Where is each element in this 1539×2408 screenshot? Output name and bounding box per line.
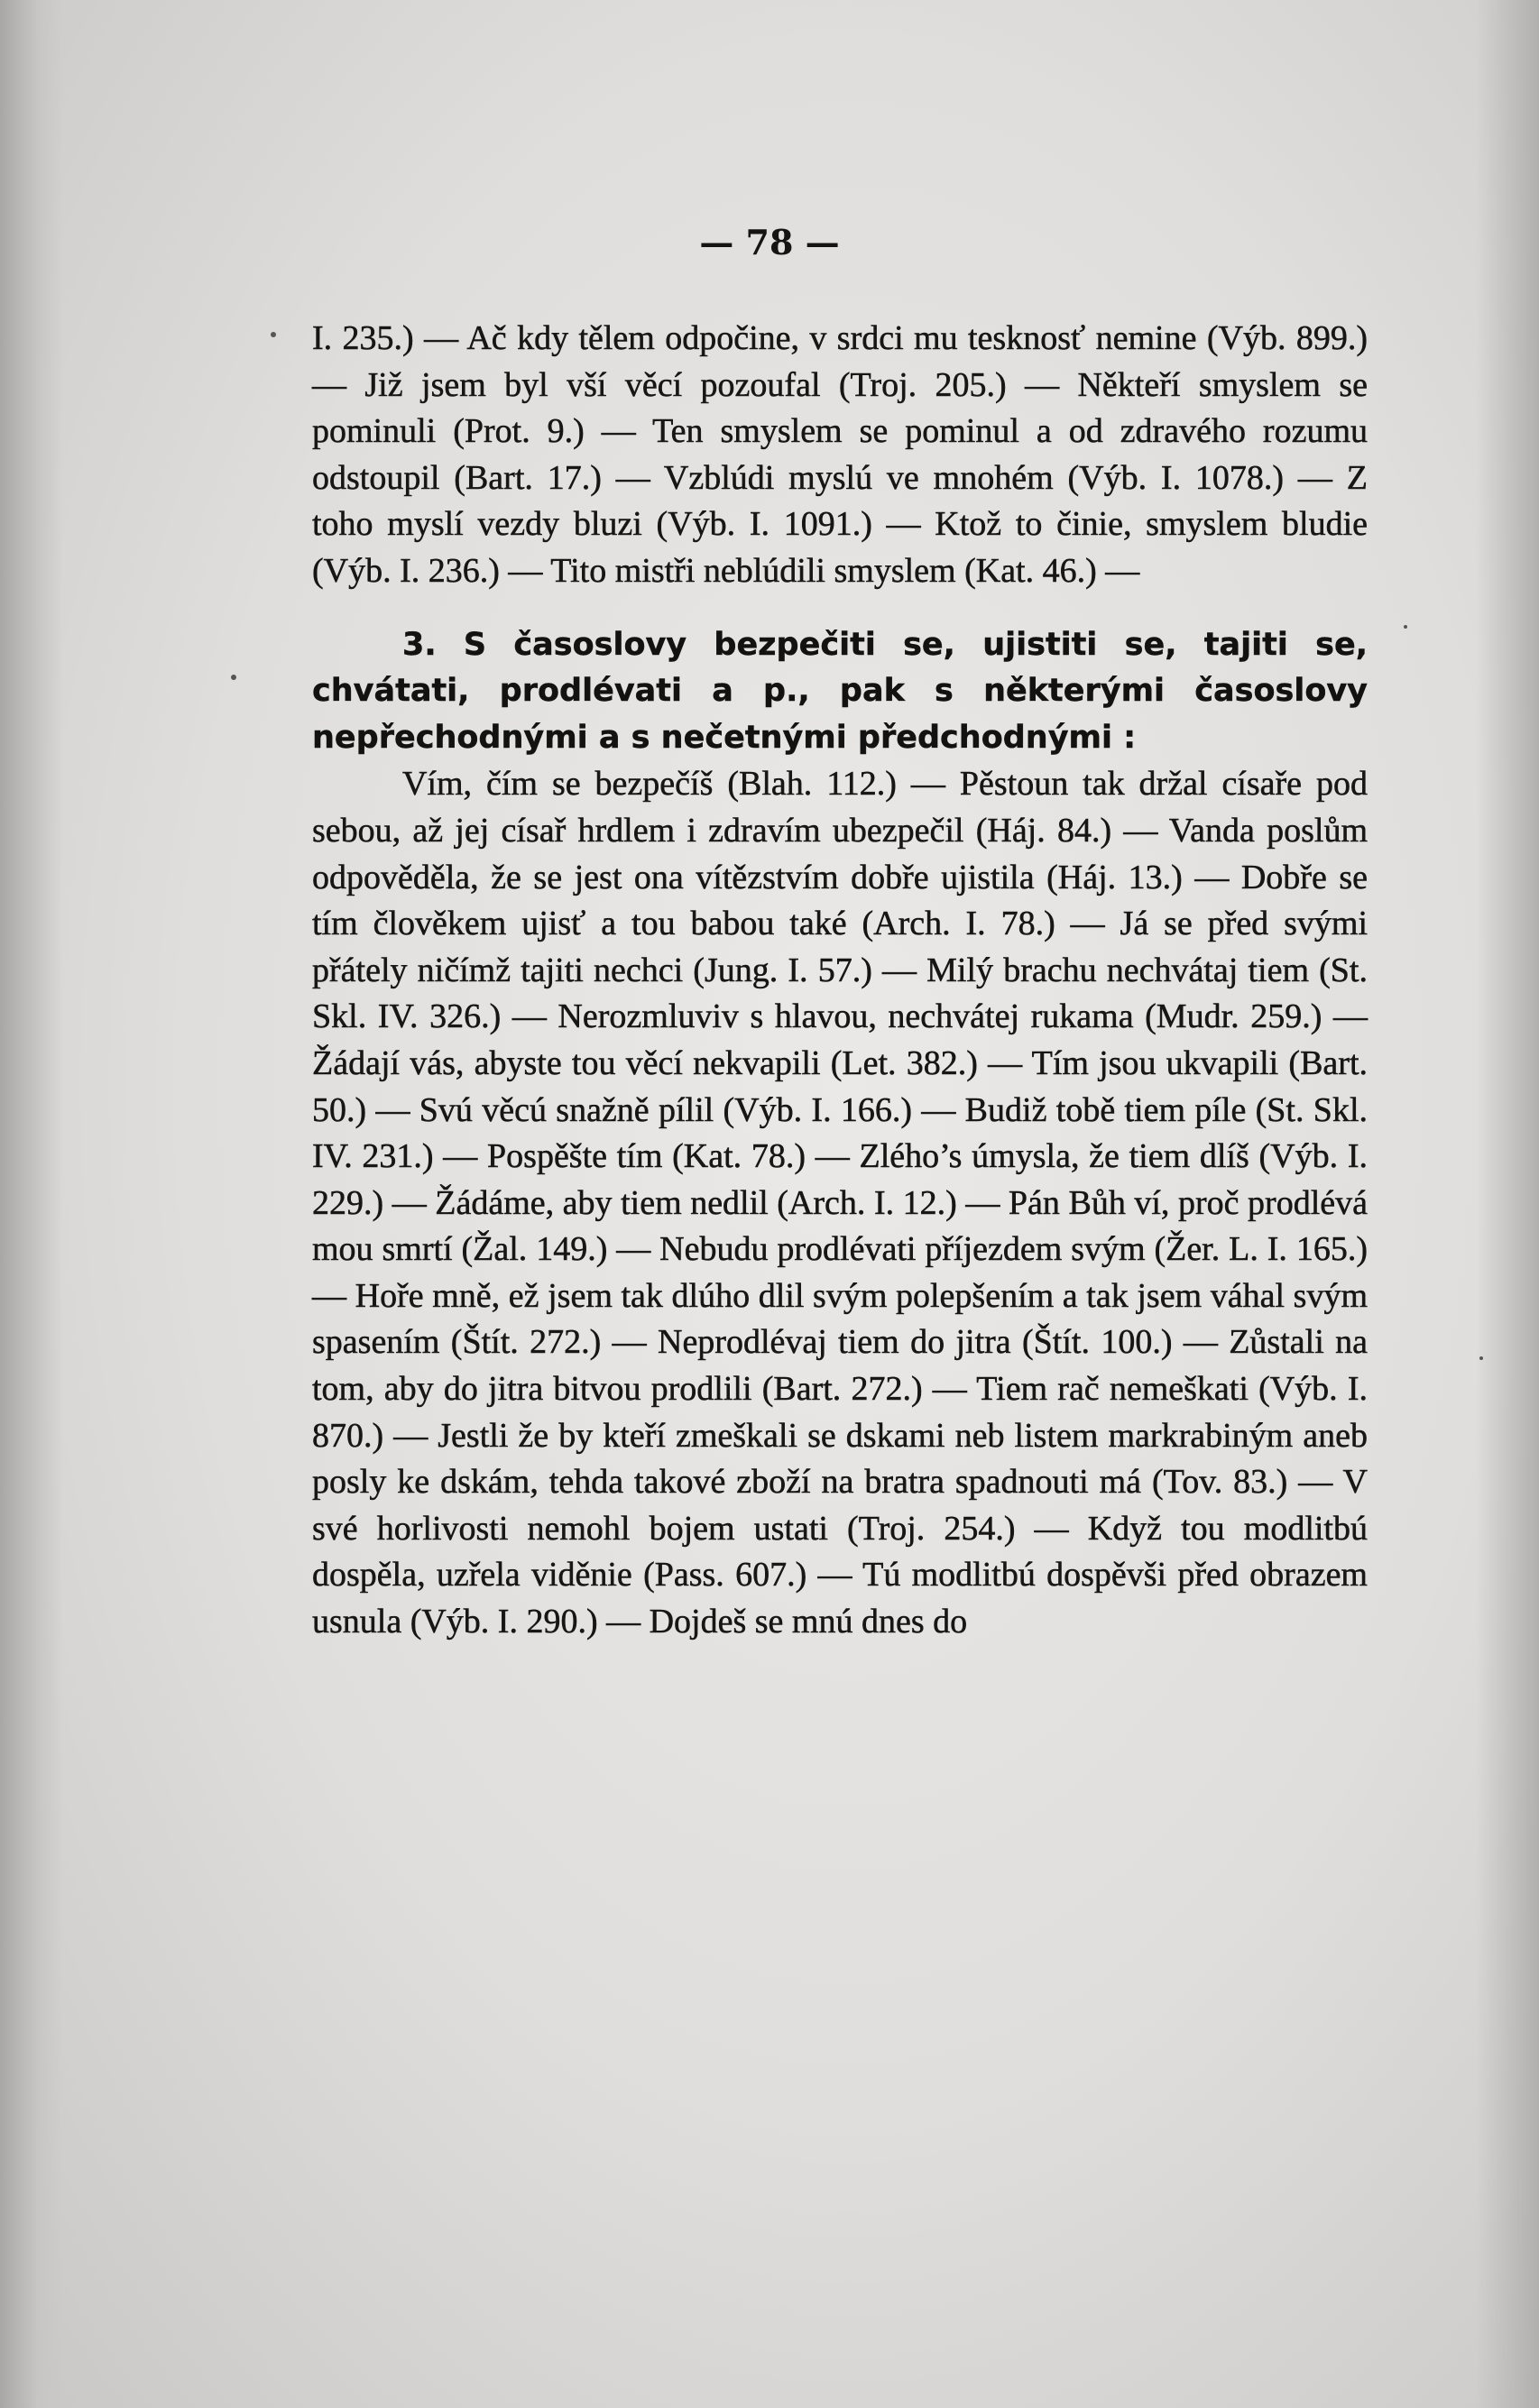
paper-speck — [231, 675, 236, 680]
main-paragraph: Vím, čím se bezpečíš (Blah. 112.) — Pěstoun tak držal císaře pod sebou, až jej císař hrdlem i zdravím ubezpečil (Háj. 84.) — Vanda poslům odpověděla, že se jest ona vítězstvím dobře ujistila (Háj. 13.) — Dobře se tím člověkem ujisť a tou babou také (Arch. I. 78.) — Já se před svými přátely ničímž tajiti nechci (Jung. I. 57.) — Milý brachu nechvátaj tiem (St. Skl. IV. 326.) — Nerozmluviv s hlavou, nechvátej rukama (Mudr. 259.) — Žádají vás, abyste tou věcí nekvapili (Let. 382.) — Tím jsou ukvapili (Bart. 50.) — Svú věcú snažně pílil (Výb. I. 166.) — Budiž tobě tiem píle (St. Skl. IV. 231.) — Pospěšte tím (Kat. 78.) — Zlého’s úmysla, že tiem dlíš (Výb. I. 229.) — Žádáme, aby tiem nedlil (Arch. I. 12.) — Pán Bůh ví, proč prodlévá mou smrtí (Žal. 149.) — Nebudu prodlévati příjezdem svým (Žer. L. I. 165.) — Hoře mně, ež jsem tak dlúho dlil svým polepšením a tak jsem váhal svým spasením (Štít. 272.) — Neprodlévaj tiem do jitra (Štít. 100.) — Zůstali na tom, aby do jitra bitvou prodlili (Bart. 272.) — Tiem rač nemeškati (Výb. I. 870.) — Jestli že by kteří zmeškali se dskami neb listem markrabiným aneb posly ke dskám, tehda takové zboží na bratra spadnouti má (Tov. 83.) — V své horlivosti nemohl bojem ustati (Troj. 254.) — Když tou modlitbú dospěla, uzřela viděnie (Pass. 607.) — Tú modlitbú dospěvši před obrazem usnula (Výb. I. 290.) — Dojdeš se mnú dnes do — [312, 765, 1368, 1641]
continued-paragraph: I. 235.) — Ač kdy tělem odpočine, v srdci mu tesknosť nemine (Výb. 899.) — Již jsem byl vší věcí pozoufal (Troj. 205.) — Někteří smyslem se pominuli (Prot. 9.) — Ten smyslem se pominul a od zdravého rozumu odstoupil (Bart. 17.) — Vzblúdi myslú ve mnohém (Výb. I. 1078.) — Z toho myslí vezdy bluzi (Výb. I. 1091.) — Ktož to činie, smyslem bludie (Výb. I. 236.) — Tito mistři neblúdili smyslem (Kat. 46.) — — [312, 319, 1368, 590]
paper-speck — [1404, 625, 1407, 629]
page-shadow-left — [0, 0, 63, 2408]
page-shadow-right — [1476, 0, 1539, 2408]
paper-speck — [1479, 1356, 1483, 1360]
paper-speck — [271, 332, 276, 337]
section-heading: 3. S časoslovy bezpečiti se, ujistiti se, tajiti se, chvátati, prodlévati a p., pak s některými časoslovy nepřechodnými a s nečetnými předchodnými : — [312, 626, 1368, 756]
page-number: — 78 — — [699, 222, 840, 262]
body-text — [312, 316, 1368, 1646]
